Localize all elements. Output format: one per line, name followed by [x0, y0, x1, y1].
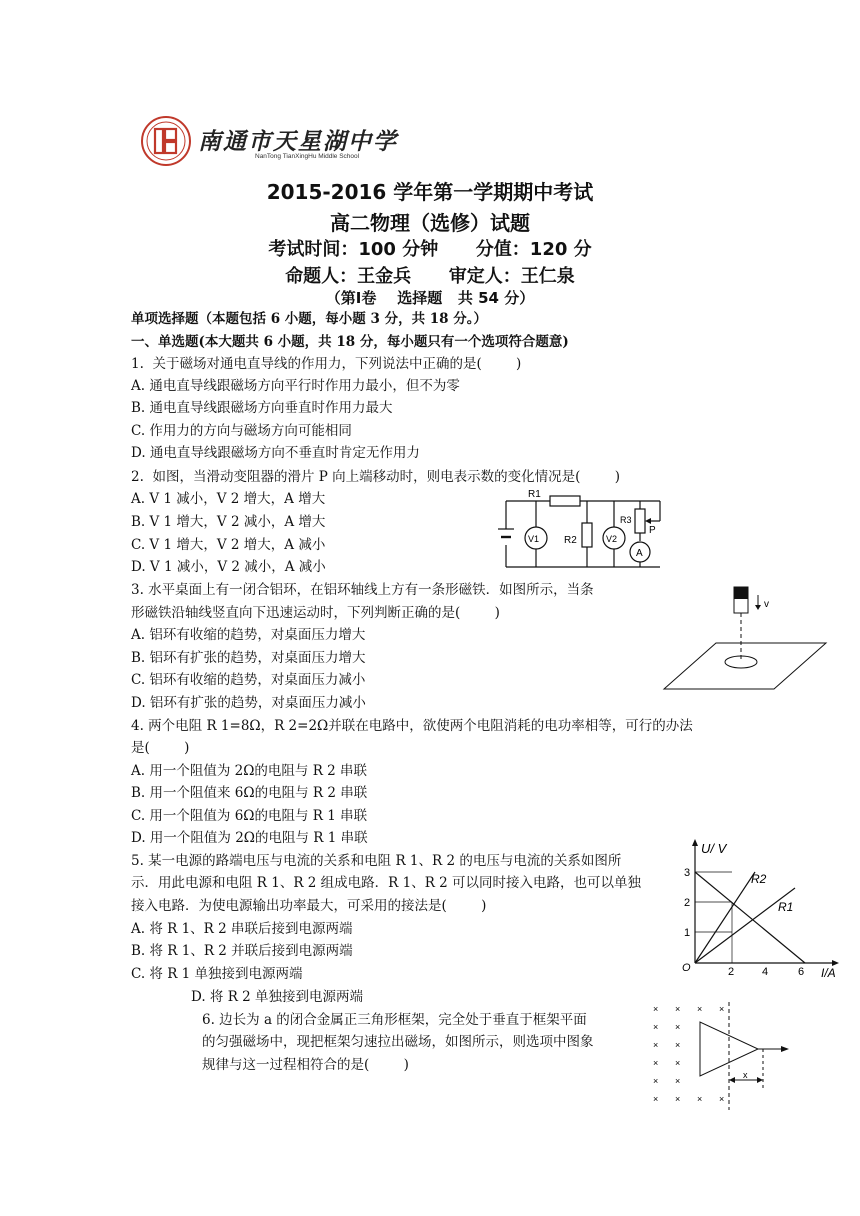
school-logo: [140, 115, 192, 167]
q6-stem-line2: 的匀强磁场中，现把框架匀速拉出磁场，如图所示，则选项中图象: [202, 1034, 594, 1050]
q3-option-d: D. 铝环有扩张的趋势，对桌面压力减小: [131, 695, 366, 711]
q5-stem-line1: 5. 某一电源的路端电压与电流的关系和电阻 R 1、R 2 的电压与电流的关系如图所: [131, 853, 622, 869]
field-mark-1-1: ×: [675, 1022, 681, 1032]
q3-stem-line1: 3. 水平桌面上有一闭合铝环，在铝环轴线上方有一条形磁铁．如图所示，当条: [131, 582, 594, 598]
q4-option-d: D. 用一个阻值为 2Ω的电阻与 R 1 串联: [131, 830, 368, 846]
q6-label-x: x: [743, 1070, 748, 1080]
school-name-cn: 南通市天星湖中学: [198, 128, 398, 155]
q2-circuit-figure: [492, 485, 672, 577]
q5-xlabel: I/A: [821, 966, 836, 980]
field-mark-5-1: ×: [675, 1094, 681, 1104]
field-mark-5-2: ×: [697, 1094, 703, 1104]
section-heading-2: 一、单选题(本大题共 6 小题，共 18 分，每小题只有一个选项符合题意): [131, 334, 569, 350]
q4-option-c: C. 用一个阻值为 6Ω的电阻与 R 1 串联: [131, 808, 368, 824]
q2-option-a: A. V 1 减小，V 2 增大，A 增大: [131, 491, 326, 507]
q2-label-p: P: [649, 525, 656, 536]
q4-stem-line2: 是( ): [131, 740, 190, 756]
exam-info: 考试时间：100 分钟 分值：120 分: [268, 239, 592, 260]
field-mark-5-0: ×: [653, 1094, 659, 1104]
q1-option-c: C. 作用力的方向与磁场方向可能相同: [131, 423, 352, 439]
q5-stem-line2: 示．用此电源和电阻 R 1、R 2 组成电路．R 1、R 2 可以同时接入电路，也可以单独: [131, 875, 642, 891]
field-mark-4-1: ×: [675, 1076, 681, 1086]
q4-option-b: B. 用一个阻值来 6Ω的电阻与 R 2 串联: [131, 785, 368, 801]
q2-label-v2: V2: [606, 534, 618, 544]
q3-option-b: B. 铝环有扩张的趋势，对桌面压力增大: [131, 650, 366, 666]
q2-label-r1: R1: [528, 489, 541, 500]
q5-ytick-2: 2: [684, 897, 691, 909]
q5-option-d: D. 将 R 2 单独接到电源两端: [191, 989, 364, 1005]
q3-option-c: C. 铝环有收缩的趋势，对桌面压力减小: [131, 672, 366, 688]
q3-magnet-figure: [660, 585, 830, 693]
q5-option-a: A. 将 R 1、R 2 串联后接到电源两端: [131, 921, 353, 937]
q5-origin: O: [682, 962, 691, 974]
q5-option-b: B. 将 R 1、R 2 并联后接到电源两端: [131, 943, 353, 959]
q2-option-b: B. V 1 增大，V 2 减小，A 增大: [131, 514, 326, 530]
field-mark-2-1: ×: [675, 1040, 681, 1050]
q1-stem: 1. 关于磁场对通电直导线的作用力，下列说法中正确的是( ): [131, 356, 522, 372]
q5-xtick-4: 4: [762, 966, 769, 978]
q5-ytick-3: 3: [684, 867, 691, 879]
q2-label-r3: R3: [620, 515, 632, 525]
field-mark-2-0: ×: [653, 1040, 659, 1050]
q2-stem: 2. 如图，当滑动变阻器的滑片 P 向上端移动时，则电表示数的变化情况是( ): [131, 469, 620, 485]
field-mark-0-3: ×: [719, 1004, 725, 1014]
q1-option-b: B. 通电直导线跟磁场方向垂直时作用力最大: [131, 400, 393, 416]
q5-label-r2: R2: [751, 872, 767, 886]
q2-label-v1: V1: [528, 534, 540, 544]
q1-option-d: D. 通电直导线跟磁场方向不垂直时肯定无作用力: [131, 445, 420, 461]
field-mark-5-3: ×: [719, 1094, 725, 1104]
q3-label-v: v: [764, 599, 769, 610]
q6-field-figure: [645, 1000, 795, 1112]
q3-option-a: A. 铝环有收缩的趋势，对桌面压力增大: [131, 627, 366, 643]
q5-ui-graph: [675, 835, 847, 980]
q5-option-c: C. 将 R 1 单独接到电源两端: [131, 966, 303, 982]
q5-ylabel: U/ V: [701, 841, 727, 856]
author-info: 命题人：王金兵 审定人：王仁泉: [285, 266, 575, 287]
q6-stem-line1: 6. 边长为 a 的闭合金属正三角形框架，完全处于垂直于框架平面: [202, 1012, 587, 1028]
q3-stem-line2: 形磁铁沿轴线竖直向下迅速运动时，下列判断正确的是( ): [131, 605, 500, 621]
q2-option-c: C. V 1 增大，V 2 增大，A 减小: [131, 537, 326, 553]
field-mark-0-1: ×: [675, 1004, 681, 1014]
field-mark-3-0: ×: [653, 1058, 659, 1068]
section-heading-1: 单项选择题（本题包括 6 小题，每小题 3 分，共 18 分。）: [131, 311, 488, 327]
q4-stem-line1: 4. 两个电阻 R 1=8Ω，R 2=2Ω并联在电路中，欲使两个电阻消耗的电功率相等，可行的办法: [131, 718, 693, 734]
q5-xtick-2: 2: [728, 966, 735, 978]
q5-xtick-6: 6: [798, 966, 805, 978]
field-mark-0-2: ×: [697, 1004, 703, 1014]
q5-label-r1: R1: [778, 900, 794, 914]
exam-title: 2015-2016 学年第一学期期中考试: [266, 180, 594, 204]
q1-option-a: A. 通电直导线跟磁场方向平行时作用力最小，但不为零: [131, 378, 460, 394]
field-mark-1-0: ×: [653, 1022, 659, 1032]
q5-stem-line3: 接入电路．为使电源输出功率最大，可采用的接法是( ): [131, 898, 487, 914]
field-mark-4-0: ×: [653, 1076, 659, 1086]
q5-ytick-1: 1: [684, 927, 691, 939]
q2-label-r2: R2: [564, 535, 577, 546]
school-name-en: NanTong TianXingHu Middle School: [255, 153, 360, 160]
field-mark-0-0: ×: [653, 1004, 659, 1014]
q2-label-a: A: [636, 548, 643, 559]
part-title: （第Ⅰ卷 选择题 共 54 分）: [325, 289, 535, 307]
q2-option-d: D. V 1 减小，V 2 减小，A 减小: [131, 559, 326, 575]
q4-option-a: A. 用一个阻值为 2Ω的电阻与 R 2 串联: [131, 763, 368, 779]
subject-title: 高二物理（选修）试题: [330, 211, 530, 235]
q6-stem-line3: 规律与这一过程相符合的是( ): [202, 1057, 409, 1073]
field-mark-3-1: ×: [675, 1058, 681, 1068]
